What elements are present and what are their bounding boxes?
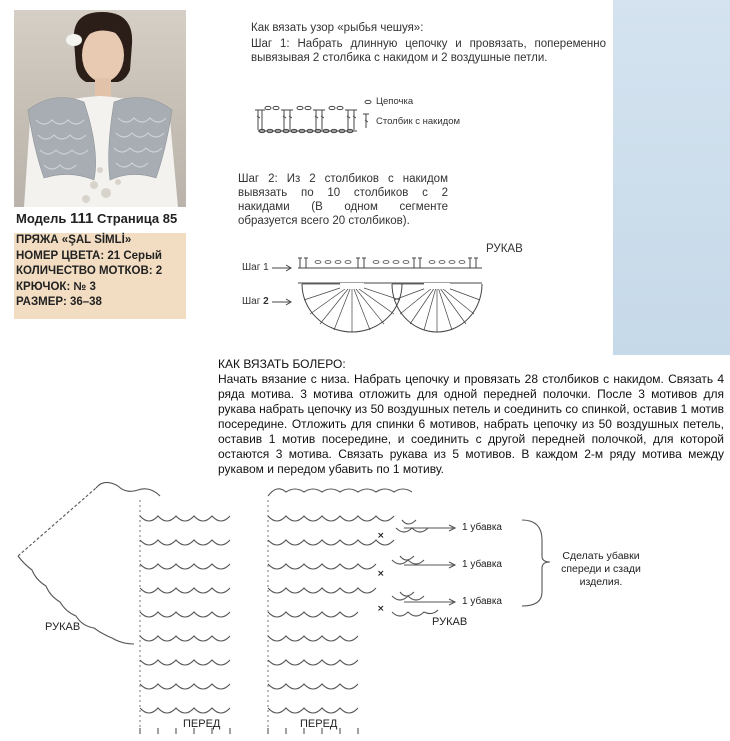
spec-yarn: ПРЯЖА «ŞAL SİMLİ»	[16, 234, 132, 246]
yarn-spec-box	[14, 233, 186, 319]
spec-skeins: КОЛИЧЕСТВО МОТКОВ: 2	[16, 265, 163, 277]
decrease-mark-2: ×	[377, 569, 385, 579]
legend-chain: Цепочка	[376, 96, 414, 107]
decrease-label-2: 1 убавка	[462, 559, 502, 570]
model-label: Модель	[16, 211, 67, 226]
right-sleeve-scales	[392, 528, 438, 616]
step2-text: Шаг 2: Из 2 столбиков с накидом вывязать по 10 столбиков с 2 накидами (В одном сегменте образуется всего 20 столбиков).	[238, 173, 448, 227]
label-step2	[242, 296, 269, 307]
label-step2-number: 2	[263, 296, 269, 307]
label-sleeve-top: РУКАВ	[486, 243, 523, 255]
decrease-mark-1: ×	[377, 531, 385, 541]
decrease-label-1: 1 убавка	[462, 522, 502, 533]
label-step1: Шаг 1	[242, 262, 269, 273]
label-sleeve-right: РУКАВ	[432, 616, 468, 628]
stitch-posts	[255, 110, 357, 130]
left-panel-scales	[140, 516, 230, 734]
model-caption	[16, 210, 177, 227]
step1-text: Шаг 1: Набрать длинную цепочку и провязать, попеременно вывязывая 2 столбика с накидом и 2 воздушные петли.	[251, 38, 606, 64]
spec-hook: КРЮЧОК: № 3	[16, 280, 96, 293]
right-panel-scales	[268, 489, 412, 734]
model-photo	[14, 10, 186, 207]
label-step2-word: Шаг	[242, 296, 261, 307]
spec-color: НОМЕР ЦВЕТА: 21 Серый	[16, 249, 162, 262]
model-page: Страница 85	[96, 211, 178, 226]
spec-size: РАЗМЕР: 36–38	[16, 296, 102, 308]
label-sleeve-left: РУКАВ	[45, 621, 81, 633]
decrease-mark-3: ×	[377, 604, 385, 614]
bolero-instructions: Начать вязание с низа. Набрать цепочку и провязать 28 столбиков с накидом. Связать 4 ряда мотива. 3 мотива отложить для одной передней полочки. После 3 мотивов для рукава набрать цепочку из 50 воздушных петель и соединить со спинкой, оставив 1 мотив посередине. Отложить для спинки 6 мотивов, набрать цепочку из 50 воздушных петель, оставив 1 мотив посередине, и соединить с другой передней полочкой, для которой остаются 3 мотива. Связать рукава из 5 мотивов. В каждом 2-м ряду мотива между рукавом и передом убавить по 1 мотиву.	[218, 372, 724, 476]
decrease-note: Сделать убавки спереди и сзади изделия.	[561, 550, 641, 588]
decrease-label-3: 1 убавка	[462, 596, 502, 607]
note-bracket	[522, 520, 550, 606]
decrease-arrows	[404, 525, 455, 605]
pattern-heading: Как вязать узор «рыбья чешуя»:	[251, 22, 424, 34]
legend-dc: Столбик с накидом	[376, 116, 461, 127]
page-edge-background	[613, 0, 730, 355]
chain-ovals	[259, 106, 353, 132]
label-front-left: ПЕРЕД	[183, 718, 221, 730]
bolero-heading: КАК ВЯЗАТЬ БОЛЕРО:	[218, 357, 346, 371]
label-front-right: ПЕРЕД	[300, 718, 338, 730]
model-number: 111	[69, 210, 94, 227]
